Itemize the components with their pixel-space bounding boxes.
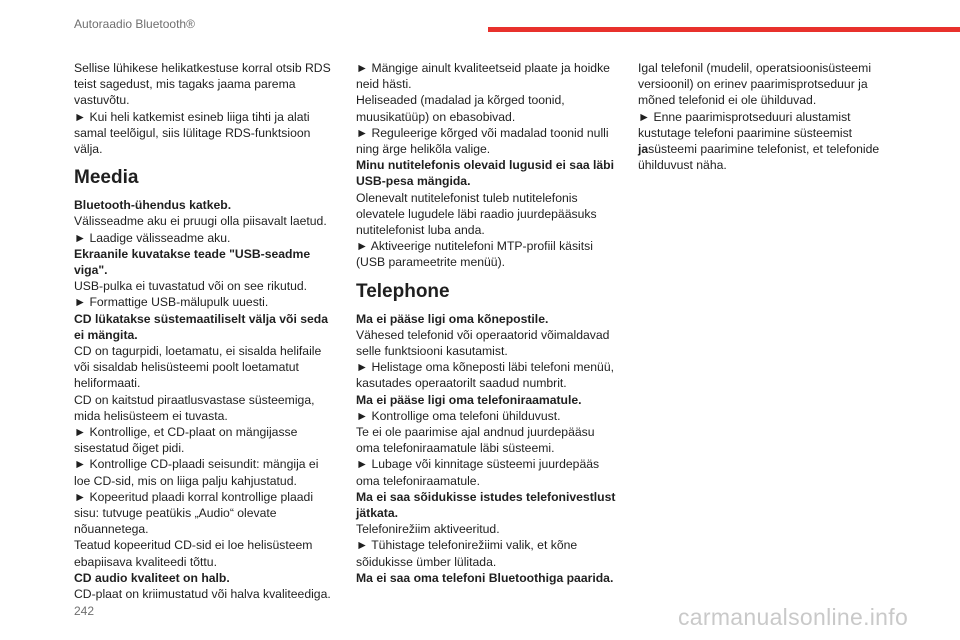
answer: CD on kaitstud piraatlusvastase süsteemiga, mida helisüsteem ei tuvasta. [74,392,315,423]
answer: ► Kontrollige CD-plaadi seisundit: mängija ei loe CD-sid, mis on liiga palju kahjustatud. [74,457,319,488]
answer: Vähesed telefonid või operaatorid võimaldavad selle funktsiooni kasutamist. [356,327,610,359]
question: CD lükatakse süstemaatiliselt välja või seda ei mängita. [74,311,329,342]
paragraph: ► Reguleerige kõrged või madalad toonid nulli ning ärge helikõla valige. [356,125,609,157]
paragraph-text: ► Enne paarimisprotseduuri alustamist kustutage telefoni paarimine süsteemist [638,109,853,140]
header-title: Autoraadio Bluetooth® [74,17,195,31]
answer: ► Kopeeritud plaadi korral kontrollige plaadi sisu: tutvuge peatükis „Audio“ olevate nõuannetega. [74,489,314,537]
answer: Olenevalt nutitelefonist tuleb nutitelefonis olevatele lugudele läbi raadio juurdepääsuks nutitelefonist luba anda. [356,190,597,238]
answer: Välisseadme aku ei pruugi olla piisavalt laetud. [74,214,327,229]
answer: ► Laadige välisseadme aku. [74,230,231,245]
question: Minu nutitelefonis olevaid lugusid ei saa läbi USB-pesa mängida. [356,158,615,189]
answer: Te ei ole paarimise ajal andnud juurdepääsu oma telefoniraamatule läbi süsteemi. [356,425,595,456]
watermark: carmanualsonline.info [678,604,909,630]
answer: ► Kontrollige, et CD-plaat on mängijasse sisestatud õiget pidi. [74,425,298,456]
section-heading-meedia: Meedia [74,167,139,189]
column-3 [638,60,886,173]
paragraph: Igal telefonil (mudelil, operatsioonisüsteemi versioonil) on erinev paarimisprotseduur ja mõned telefonid ei ole ühilduvad. [638,61,872,108]
page-number: 242 [74,604,95,618]
answer: ► Aktiveerige nutitelefoni MTP-profiil käsitsi (USB parameetrite menüü). [356,239,593,270]
answer: CD-plaat on kriimustatud või halva kvaliteediga. [74,587,331,602]
section-heading-telephone: Telephone [356,280,450,302]
answer: ► Formattige USB-mälupulk uuesti. [74,295,269,310]
answer: ► Lubage või kinnitage süsteemi juurdepääs oma telefoniraamatule. [356,457,600,488]
answer: ► Helistage oma kõneposti läbi telefoni menüü, kasutades operaatorilt saadud numbrit. [356,360,614,391]
question: Ekraanile kuvatakse teade "USB-seadme viga". [74,246,311,278]
column-1 [74,60,336,602]
answer: ► Tühistage telefonirežiimi valik, et kõne sõidukisse ümber lülitada. [356,538,578,569]
paragraph [638,109,886,174]
question: CD audio kvaliteet on halb. [74,570,230,585]
question: Ma ei saa oma telefoni Bluetoothiga paarida. [356,570,614,585]
bold-fragment: ja [638,142,649,157]
paragraph: Sellise lühikese helikatkestuse korral otsib RDS teist sagedust, mis tagaks jaama parema vastuvõtu. [74,61,331,108]
header-accent-bar [488,27,960,32]
question: Ma ei pääse ligi oma telefoniraamatule. [356,392,582,407]
question: Ma ei saa sõidukisse istudes telefonivestlust jätkata. [356,489,616,521]
paragraph: ► Kui heli katkemist esineb liiga tihti ja alati samal teelõigul, siis lülitage RDS-funktsioon välja. [74,109,311,157]
question: Ma ei pääse ligi oma kõnepostile. [356,311,549,326]
paragraph: Heliseaded (madalad ja kõrged toonid, muusikatüüp) on ebasobivad. [356,93,565,124]
column-2 [356,60,618,586]
answer: Telefonirežiim aktiveeritud. [356,522,500,537]
paragraph: ► Mängige ainult kvaliteetseid plaate ja hoidke neid hästi. [356,61,610,92]
answer: ► Kontrollige oma telefoni ühilduvust. [356,408,561,423]
answer: CD on tagurpidi, loetamatu, ei sisalda helifaile või sisaldab helisüsteemi poolt loetamatut heliformaati. [74,344,322,391]
paragraph-text: süsteemi paarimine telefonist, et telefonide ühilduvust näha. [638,142,880,173]
answer: Teatud kopeeritud CD-sid ei loe helisüsteem ebapiisava kvaliteedi tõttu. [74,538,313,569]
question: Bluetooth-ühendus katkeb. [74,198,232,213]
answer: USB-pulka ei tuvastatud või on see rikutud. [74,279,308,294]
